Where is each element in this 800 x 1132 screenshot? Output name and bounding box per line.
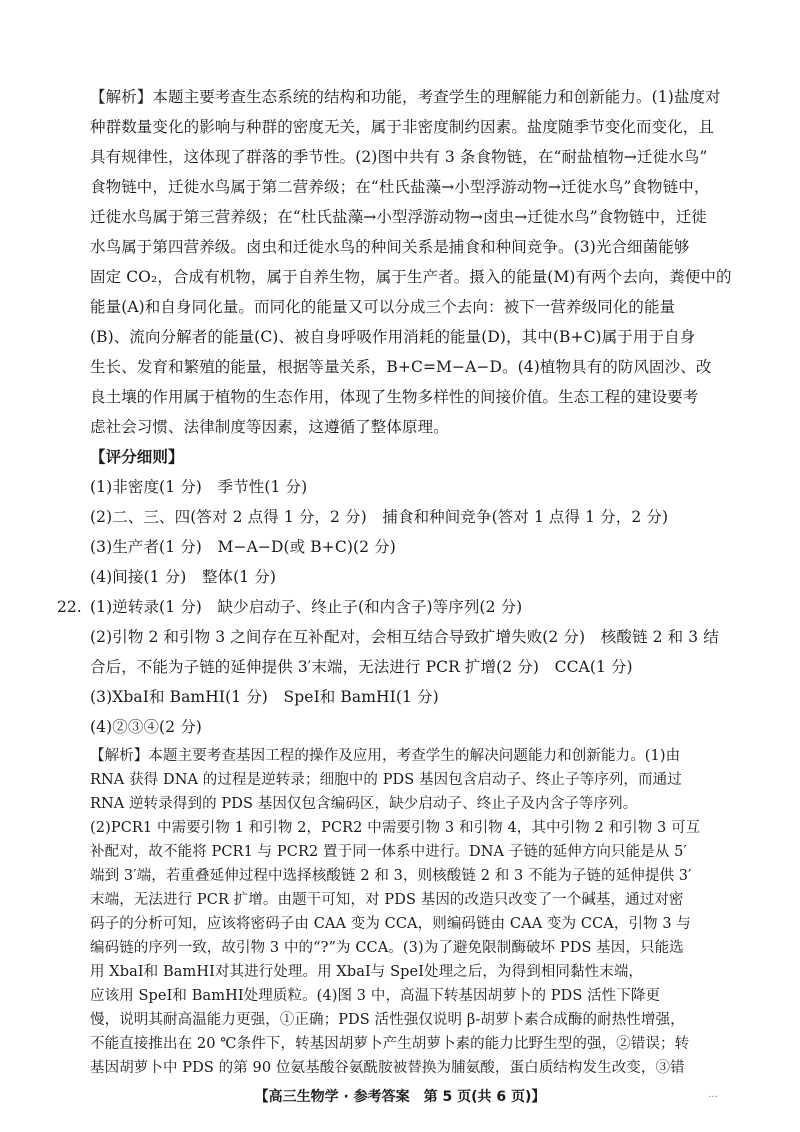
analysis2-line-9: 编码链的序列一致，故引物 3 中的“?”为 CCA。(3)为了避免限制酶破坏 PDS 基因，只能选 — [90, 940, 684, 956]
analysis-line-5: 迁徙水鸟属于第三营养级；在“杜氏盐藻→小型浮游动物→卤虫→迁徙水鸟”食物链中，迁徙 — [90, 208, 707, 226]
analysis-line-3: 具有规律性，这体现了群落的季节性。(2)图中共有 3 条食物链，在“耐盐植物→迁徙水鸟” — [90, 148, 708, 166]
analysis2-line-14: 基因胡萝卜中 PDS 的第 90 位氨基酸谷氨酰胺被替换为脯氨酸，蛋白质结构发生改变，③错 — [90, 1060, 685, 1076]
answer-line-2: (2)引物 2 和引物 3 之间存在互补配对，会相互结合导致扩增失败(2 分) 核酸链 2 和 3 结 — [90, 628, 719, 646]
answer-line-5: (4)②③④(2 分) — [90, 718, 202, 736]
answer-line-1: (1)逆转录(1 分) 缺少启动子、终止子(和内含子)等序列(2 分) — [90, 598, 523, 616]
answer-line-4: (3)XbaⅠ和 BamHⅠ(1 分) SpeⅠ和 BamHⅠ(1 分) — [90, 688, 439, 706]
analysis2-line-13: 不能直接推出在 20 ℃条件下，转基因胡萝卜产生胡萝卜素的能力比野生型的强，②错误；转 — [90, 1036, 690, 1052]
analysis-line-2: 种群数量变化的影响与种群的密度无关，属于非密度制约因素。盐度随季节变化而变化，且 — [90, 118, 715, 136]
scoring-line-2: (2)二、三、四(答对 2 点得 1 分，2 分) 捕食和种间竞争(答对 1 点得 1 分，2 分) — [90, 508, 669, 526]
analysis2-line-8: 码子的分析可知，应该将密码子由 CAA 变为 CCA，则编码链由 CAA 变为 CCA，引物 3 与 — [90, 916, 691, 932]
analysis2-line-5: 补配对，故不能将 PCR1 与 PCR2 置于同一体系中进行。DNA 子链的延伸方向只能是从 5′ — [90, 844, 687, 860]
analysis-line-10: 生长、发育和繁殖的能量，根据等量关系，B+C=M−A−D。(4)植物具有的防风固沙、改 — [90, 358, 712, 376]
answer-line-3: 合后，不能为子链的延伸提供 3′末端，无法进行 PCR 扩增(2 分) CCA(1 分) — [90, 658, 633, 676]
analysis-line-7: 固定 CO₂，合成有机物，属于自养生物，属于生产者。摄入的能量(M)有两个去向，粪便中的 — [90, 268, 732, 286]
analysis2-line-11: 应该用 SpeⅠ和 BamHⅠ处理质粒。(4)图 3 中，高温下转基因胡萝卜的 PDS 活性下降更 — [90, 988, 661, 1004]
analysis2-line-4: (2)PCR1 中需要引物 1 和引物 2，PCR2 中需要引物 3 和引物 4，其中引物 2 和引物 3 可互 — [90, 820, 701, 836]
analysis-line-11: 良土壤的作用属于植物的生态作用，体现了生物多样性的间接价值。生态工程的建设要考 — [90, 388, 699, 406]
page-footer: 【高三生物学 · 参考答案 第 5 页(共 6 页)】 — [254, 1089, 546, 1105]
scoring-line-4: (4)间接(1 分) 整体(1 分) — [90, 568, 277, 586]
scoring-heading: 【评分细则】 — [90, 447, 184, 466]
analysis2-line-2: RNA 获得 DNA 的过程是逆转录；细胞中的 PDS 基因包含启动子、终止子等序列，而通过 — [90, 772, 682, 788]
analysis2-line-3: RNA 逆转录得到的 PDS 基因仅包含编码区，缺少启动子、终止子及内含子等序列。 — [90, 796, 638, 812]
analysis-line-4: 食物链中，迁徙水鸟属于第二营养级；在“杜氏盐藻→小型浮游动物→迁徙水鸟”食物链中， — [90, 178, 710, 196]
analysis-line-1: 【解析】本题主要考查生态系统的结构和功能，考查学生的理解能力和创新能力。(1)盐度对 — [90, 88, 721, 106]
analysis-line-9: (B)、流向分解者的能量(C)、被自身呼吸作用消耗的能量(D)，其中(B+C)属于用于自身 — [90, 328, 696, 346]
question-number: 22. — [57, 598, 82, 616]
scoring-line-3: (3)生产者(1 分) M−A−D(或 B+C)(2 分) — [90, 538, 396, 556]
analysis2-line-7: 末端，无法进行 PCR 扩增。由题干可知，对 PDS 基因的改造只改变了一个碱基，通过对密 — [90, 892, 684, 908]
analysis2-line-6: 端到 3′端，若重叠延伸过程中选择核酸链 2 和 3，则核酸链 2 和 3 不能为子链的延伸提供 3′ — [90, 868, 692, 884]
analysis2-line-10: 用 XbaⅠ和 BamHⅠ对其进行处理。用 XbaⅠ与 SpeⅠ处理之后，为得到相同黏性末端， — [90, 964, 644, 980]
scoring-line-1: (1)非密度(1 分) 季节性(1 分) — [90, 478, 308, 496]
corner-mark: … — [708, 1089, 718, 1100]
analysis-line-12: 虑社会习惯、法律制度等因素，这遵循了整体原理。 — [90, 418, 449, 436]
analysis-line-8: 能量(A)和自身同化量。而同化的能量又可以分成三个去向：被下一营养级同化的能量 — [90, 298, 676, 316]
analysis2-line-12: 慢，说明其耐高温能力更强，①正确；PDS 活性强仅说明 β-胡萝卜素合成酶的耐热性增强， — [90, 1012, 685, 1028]
analysis-line-6: 水鸟属于第四营养级。卤虫和迁徙水鸟的种间关系是捕食和种间竞争。(3)光合细菌能够 — [90, 238, 690, 256]
analysis2-line-1: 【解析】本题主要考查基因工程的操作及应用，考查学生的解决问题能力和创新能力。(1)由 — [90, 748, 681, 764]
